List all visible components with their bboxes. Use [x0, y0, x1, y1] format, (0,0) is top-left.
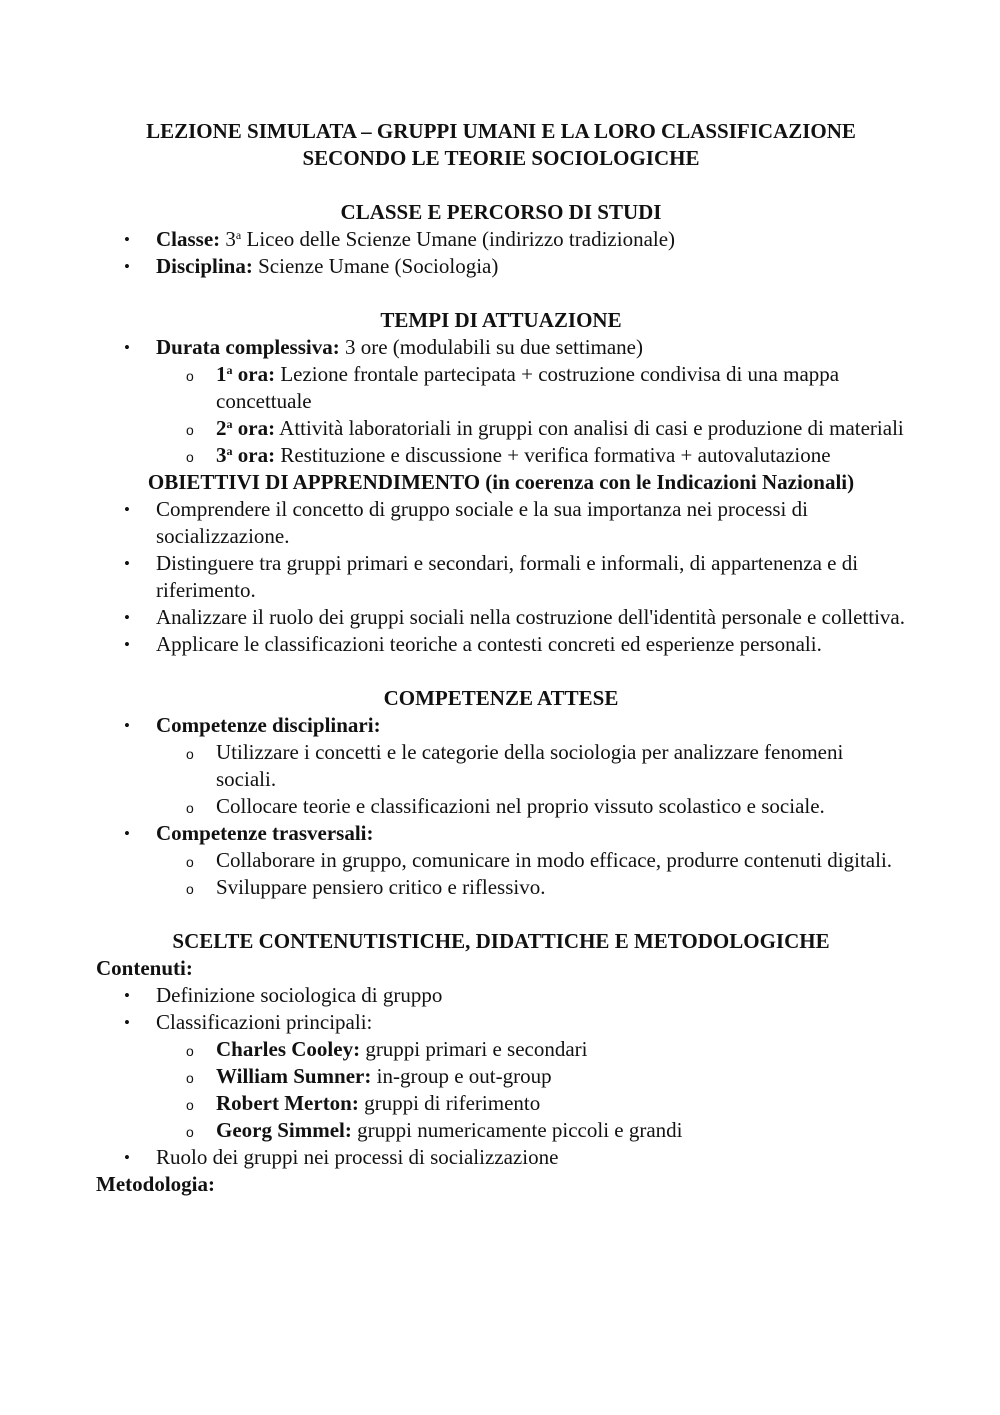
list-item: • Comprendere il concetto di gruppo sociale e la sua importanza nei processi di socializzazione. [96, 496, 906, 550]
item-label: 1$^a$ ora: [216, 362, 276, 386]
competenze-list [96, 712, 906, 901]
author-name: Robert Merton: [216, 1091, 359, 1115]
disciplinari-sublist [156, 739, 906, 820]
sublist-item-merton [96, 1090, 906, 1117]
item-text: gruppi di riferimento [358, 1091, 541, 1115]
sublist-item: o Utilizzare i concetti e le categorie della sociologia per analizzare fenomeni sociali. [96, 739, 906, 793]
sublist-item-ora-2 [96, 415, 906, 442]
section-heading-competenze: COMPETENZE ATTESE [383, 686, 619, 710]
section-heading-tempi: TEMPI DI ATTUAZIONE [380, 308, 622, 332]
item-label: Competenze disciplinari: [156, 713, 381, 737]
item-label: Competenze trasversali: [156, 821, 374, 845]
sublist-item-simmel [96, 1117, 906, 1144]
section-heading-obiettivi: OBIETTIVI DI APPRENDIMENTO (in coerenza con le Indicazioni Nazionali) [147, 470, 855, 494]
trasversali-sublist [156, 847, 906, 901]
item-text: Classificazioni principali: [156, 1010, 373, 1034]
item-label: 2$^a$ ora: [216, 416, 276, 440]
ore-sublist [156, 361, 906, 469]
list-item: • Analizzare il ruolo dei gruppi sociali nella costruzione dell'identità personale e collettiva. [96, 604, 906, 631]
author-name: Georg Simmel: [216, 1118, 352, 1142]
item-number: 3 [220, 227, 236, 251]
sublist-item: o Collocare teorie e classificazioni nel proprio vissuto scolastico e sociale. [96, 793, 906, 820]
document-title [96, 118, 906, 172]
metodologia-label: Metodologia: [96, 1172, 215, 1196]
item-label: Classe: [156, 227, 221, 251]
item-text: Lezione frontale partecipata + costruzione condivisa di una mappa concettuale [216, 362, 840, 413]
item-text: Scienze Umane (Sociologia) [252, 254, 499, 278]
list-item-trasversali [96, 820, 906, 901]
item-text: in-group e out-group [371, 1064, 552, 1088]
item-superscript: a [235, 228, 242, 242]
item-text: gruppi primari e secondari [360, 1037, 588, 1061]
list-item: • Definizione sociologica di gruppo [96, 982, 906, 1009]
item-text: Restituzione e discussione + verifica formativa + autovalutazione [275, 443, 831, 467]
tempi-list [96, 334, 906, 469]
sublist-item: o Sviluppare pensiero critico e riflessivo. [96, 874, 906, 901]
item-text: Liceo delle Scienze Umane (indirizzo tradizionale) [241, 227, 676, 251]
contenuti-list [96, 982, 906, 1171]
item-label: Disciplina: [156, 254, 253, 278]
sublist-item-ora-1 [96, 361, 906, 415]
author-name: William Sumner: [216, 1064, 372, 1088]
sublist-item-ora-3 [96, 442, 906, 469]
contenuti-label: Contenuti: [96, 956, 193, 980]
classe-list [96, 226, 906, 280]
document-page [96, 118, 906, 1198]
item-label: 3$^a$ ora: [216, 443, 276, 467]
list-item: • Applicare le classificazioni teoriche a contesti concreti ed esperienze personali. [96, 631, 906, 658]
document-title-line1: LEZIONE SIMULATA – GRUPPI UMANI E LA LORO CLASSIFICAZIONE [146, 119, 856, 143]
list-item-classificazioni [96, 1009, 906, 1144]
sublist-item: o Collaborare in gruppo, comunicare in modo efficace, produrre contenuti digitali. [96, 847, 906, 874]
list-item-disciplinari [96, 712, 906, 820]
list-item-disciplina [96, 253, 906, 280]
item-text: gruppi numericamente piccoli e grandi [351, 1118, 683, 1142]
section-heading-scelte: SCELTE CONTENUTISTICHE, DIDATTICHE E METODOLOGICHE [172, 929, 830, 953]
section-heading-classe: CLASSE E PERCORSO DI STUDI [340, 200, 662, 224]
item-text: 3 ore (modulabili su due settimane) [339, 335, 643, 359]
classificazioni-sublist [156, 1036, 906, 1144]
sublist-item-sumner [96, 1063, 906, 1090]
document-title-line2: SECONDO LE TEORIE SOCIOLOGICHE [302, 146, 700, 170]
list-item-classe [96, 226, 906, 253]
list-item: • Ruolo dei gruppi nei processi di socializzazione [96, 1144, 906, 1171]
item-label: Durata complessiva: [156, 335, 340, 359]
list-item-durata [96, 334, 906, 469]
list-item: • Distinguere tra gruppi primari e secondari, formali e informali, di appartenenza e di riferimento. [96, 550, 906, 604]
author-name: Charles Cooley: [216, 1037, 361, 1061]
sublist-item-cooley [96, 1036, 906, 1063]
item-text: Attività laboratoriali in gruppi con analisi di casi e produzione di materiali [275, 416, 904, 440]
obiettivi-list [96, 496, 906, 658]
